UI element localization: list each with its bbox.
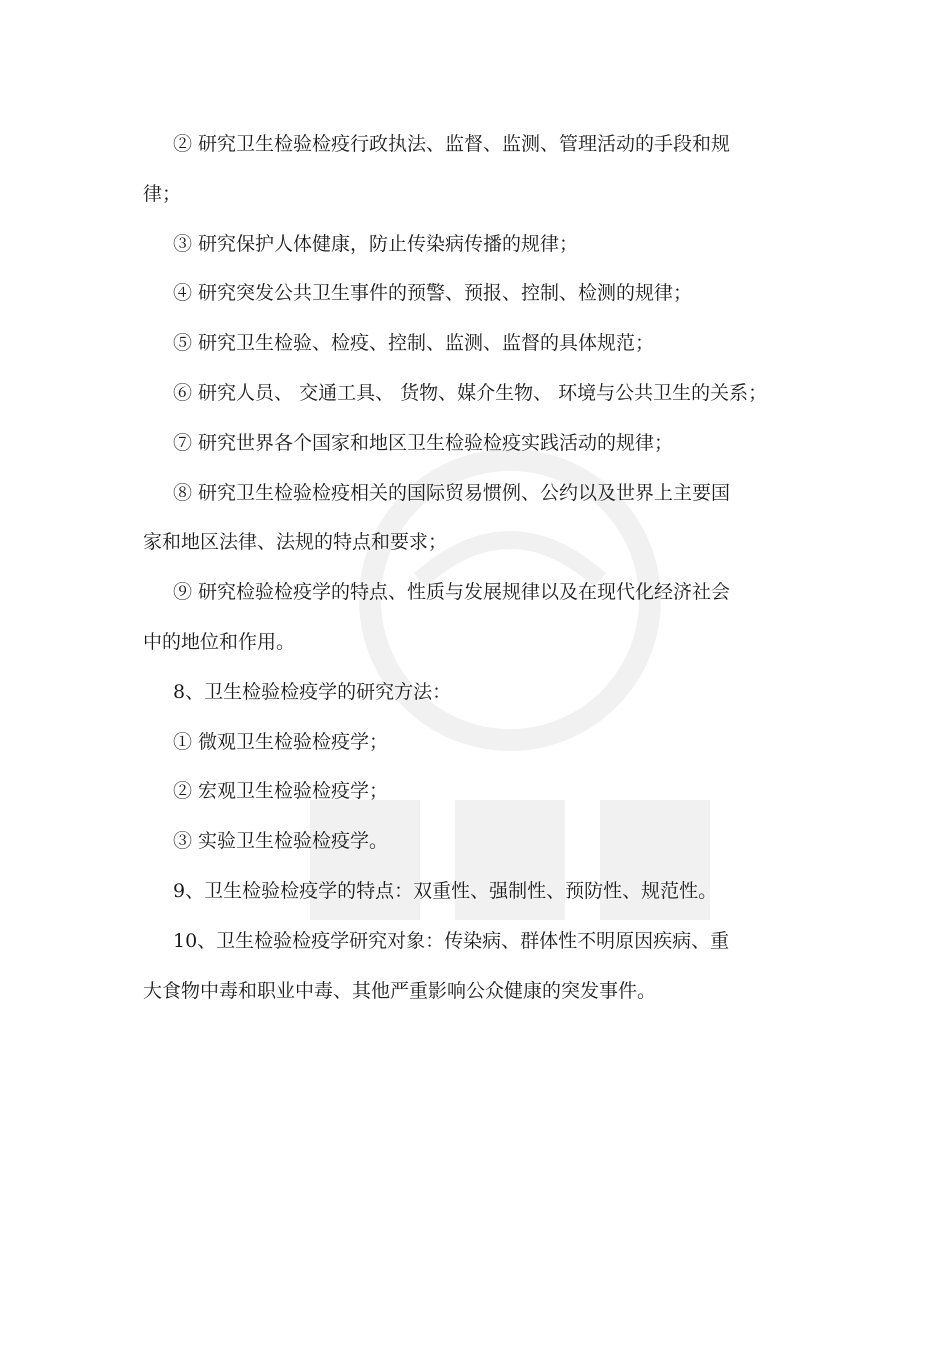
text-line: ⑦ 研究世界各个国家和地区卫生检验检疫实践活动的规律；: [173, 431, 674, 454]
section-heading: 8、卫生检验检疫学的研究方法：: [173, 680, 452, 703]
text-line: ⑨ 研究检验检疫学的特点、性质与发展规律以及在现代化经济社会: [173, 581, 731, 604]
text-line: 律；: [143, 182, 182, 205]
text-line: 家和地区法律、法规的特点和要求；: [143, 531, 448, 554]
text-line: ⑥ 研究人员、 交通工具、 货物、媒介生物、 环境与公共卫生的关系；: [173, 381, 768, 404]
document-body: [143, 120, 793, 1016]
text-line: ⑤ 研究卫生检验、检疫、控制、监测、监督的具体规范；: [173, 332, 655, 355]
text-line: ⑧ 研究卫生检验检疫相关的国际贸易惯例、公约以及世界上主要国: [173, 481, 731, 504]
section-heading: 9、卫生检验检疫学的特点：双重性、强制性、预防性、规范性。: [173, 879, 718, 902]
text-line: ③ 研究保护人体健康，防止传染病传播的规律；: [173, 232, 579, 255]
text-line: ④ 研究突发公共卫生事件的预警、预报、控制、检测的规律；: [173, 282, 693, 305]
text-line: ① 微观卫生检验检疫学；: [173, 730, 389, 753]
text-line: 中的地位和作用。: [143, 630, 296, 653]
text-line: ② 宏观卫生检验检疫学；: [173, 780, 389, 803]
section-heading: 10、卫生检验检疫学研究对象：传染病、群体性不明原因疾病、重: [173, 929, 730, 952]
text-line: ② 研究卫生检验检疫行政执法、监督、监测、管理活动的手段和规: [173, 133, 731, 155]
text-line: ③ 实验卫生检验检疫学。: [173, 830, 389, 853]
text-line: 大食物中毒和职业中毒、其他严重影响公众健康的突发事件。: [143, 979, 657, 1002]
